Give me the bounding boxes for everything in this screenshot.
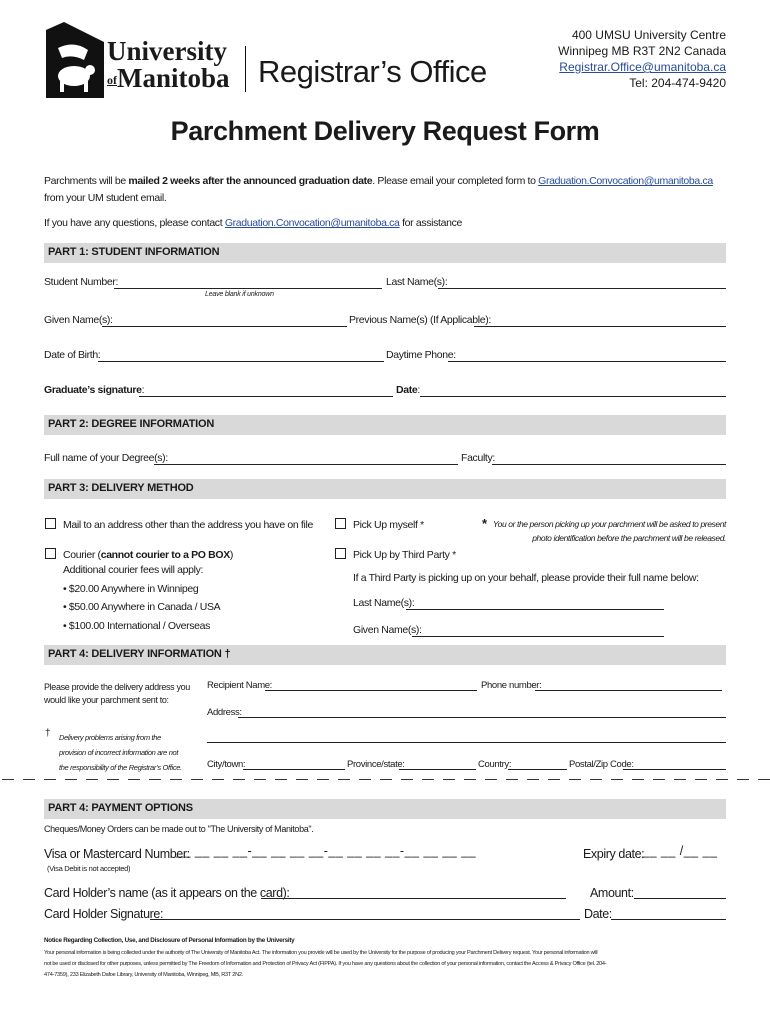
signature-label: Graduate’s signature: — [44, 384, 145, 396]
third-party-instructions: If a Third Party is picking up on your behalf, please provide their full name below: — [353, 572, 699, 584]
office-phone: Tel: 204-474-9420 — [629, 76, 726, 90]
leave-blank-note: Leave blank if unknown — [205, 291, 274, 298]
cut-line-dash — [674, 779, 686, 780]
fee-winnipeg: • $20.00 Anywhere in Winnipeg — [63, 583, 199, 595]
daytime-phone-field[interactable] — [448, 361, 726, 362]
cut-line-dash — [254, 779, 266, 780]
privacy-notice-title: Notice Regarding Collection, Use, and Disclosure of Personal Information by the University — [44, 937, 295, 944]
logo-manitoba: Manitoba — [117, 63, 230, 93]
logo-university: University — [107, 36, 227, 66]
last-names-field[interactable] — [438, 288, 726, 289]
payment-header — [44, 799, 726, 819]
cut-line-dash — [191, 779, 203, 780]
mail-option-label: Mail to an address other than the address you have on file — [63, 519, 313, 531]
p1-date-field[interactable] — [420, 396, 726, 397]
third-last-name-field[interactable] — [406, 609, 664, 610]
cut-line-dash — [338, 779, 350, 780]
problem-line-3: the responsibility of the Registrar’s Office. — [59, 763, 182, 772]
province-field[interactable] — [399, 769, 476, 770]
p1-date-text: Date — [396, 384, 418, 396]
third-party-label: Pick Up by Third Party * — [353, 549, 456, 561]
address-field-2[interactable] — [207, 742, 726, 743]
cut-line-dash — [65, 779, 77, 780]
postal-label: Postal/Zip Code: — [569, 759, 634, 770]
cut-line-dash — [233, 779, 245, 780]
cut-line-dash — [275, 779, 287, 780]
cut-line-dash — [464, 779, 476, 780]
cut-line-dash — [506, 779, 518, 780]
faculty-field[interactable] — [492, 464, 726, 465]
cut-line-dash — [23, 779, 35, 780]
dob-field[interactable] — [98, 361, 384, 362]
amount-field[interactable] — [634, 898, 726, 899]
payment-date-label: Date: — [584, 907, 612, 921]
expiry-label: Expiry date: — [583, 847, 645, 861]
part4-delivery-header — [44, 645, 726, 665]
cut-line-dash — [212, 779, 224, 780]
fee-international-text: $100.00 International / Overseas — [68, 620, 211, 632]
cut-line-dash — [296, 779, 308, 780]
country-label: Country: — [478, 759, 512, 770]
cut-line-dash — [44, 779, 56, 780]
cut-line-dash — [737, 779, 749, 780]
intro-bold: mailed 2 weeks after the announced graduation date — [128, 175, 373, 187]
part1-title: PART 1: STUDENT INFORMATION — [48, 246, 220, 258]
delivery-instructions-2: would like your parchment sent to: — [44, 695, 169, 705]
postal-field[interactable] — [623, 769, 726, 770]
convocation-email-link[interactable]: Graduation.Convocation@umanitoba.ca — [538, 175, 713, 187]
holder-signature-label: Card Holder Signature: — [44, 907, 164, 921]
cut-line-dash — [485, 779, 497, 780]
given-names-label: Given Name(s): — [44, 314, 113, 326]
cut-line-dash — [590, 779, 602, 780]
pickup-note-star: * — [482, 516, 488, 531]
city-label: City/town: — [207, 759, 246, 770]
visa-debit-note: (Visa Debit is not accepted) — [47, 864, 131, 873]
expiry-field[interactable]: __ __ /__ __ — [642, 844, 718, 858]
address-line-2: Winnipeg MB R3T 2N2 Canada — [558, 44, 726, 58]
cut-line-dash — [443, 779, 455, 780]
logo-wordmark — [107, 38, 230, 94]
third-last-name-label: Last Name(s): — [353, 597, 415, 609]
intro-paragraph — [44, 175, 713, 187]
holder-signature-field[interactable] — [150, 919, 580, 920]
privacy-notice-body — [44, 948, 734, 981]
fee-international: • $100.00 International / Overseas — [63, 620, 211, 632]
courier-bold: cannot courier to a PO BOX — [100, 549, 230, 561]
address-line-1: 400 UMSU University Centre — [571, 28, 726, 42]
courier-end: ) — [229, 549, 234, 561]
cut-line-dash — [695, 779, 707, 780]
intro-paragraph-cont: from your UM student email. — [44, 192, 167, 204]
cut-line-dash — [401, 779, 413, 780]
phone-number-label: Phone number: — [481, 680, 542, 691]
cut-line-dash — [611, 779, 623, 780]
student-number-field[interactable] — [114, 288, 382, 289]
form-title: Parchment Delivery Request Form — [170, 116, 600, 146]
university-crest-logo — [44, 20, 106, 104]
card-number-label: Visa or Mastercard Number: — [44, 847, 190, 861]
cut-line-dash — [548, 779, 560, 780]
holder-name-field[interactable] — [261, 898, 566, 899]
cut-line-dash — [422, 779, 434, 780]
signature-text: Graduate’s signature — [44, 384, 142, 396]
cheques-note: Cheques/Money Orders can be made out to "The University of Manitoba". — [44, 824, 314, 834]
cut-line-dash — [758, 779, 770, 780]
pickup-note-line2: photo identification before the parchment will be released. — [532, 533, 726, 543]
pickup-note-line1: You or the person picking up your parchment will be asked to present — [492, 519, 726, 529]
last-names-label: Last Name(s): — [386, 276, 448, 288]
assistance-email-link[interactable]: Graduation.Convocation@umanitoba.ca — [224, 217, 400, 229]
cut-line-dash — [632, 779, 644, 780]
assistance-suffix: for assistance — [399, 217, 462, 229]
student-number-label: Student Number: — [44, 276, 119, 288]
office-email-link[interactable]: Registrar.Office@umanitoba.ca — [559, 60, 726, 74]
privacy-line-1: Your personal information is being collected under the authority of The University of Manitoba Act. The information you provide will be used by the University for the purpose of producing your Parchment Delivery request. Your personal information will — [44, 950, 598, 956]
fee-canada-text: $50.00 Anywhere in Canada / USA — [68, 601, 221, 613]
cut-line-dash — [86, 779, 98, 780]
pickup-myself-label: Pick Up myself * — [353, 519, 424, 531]
recipient-field[interactable] — [265, 690, 477, 691]
office-contact — [558, 27, 726, 91]
daytime-phone-label: Daytime Phone: — [386, 349, 456, 361]
courier-checkbox[interactable] — [45, 548, 56, 559]
previous-names-field[interactable] — [474, 326, 726, 327]
cut-line-dash — [527, 779, 539, 780]
courier-option-label — [63, 549, 233, 561]
third-party-checkbox[interactable] — [335, 548, 346, 559]
signature-field[interactable] — [139, 396, 393, 397]
dagger-mark: † — [45, 728, 51, 739]
part3-header — [44, 479, 726, 499]
degree-label: Full name of your Degree(s): — [44, 452, 168, 464]
fee-canada-usa: • $50.00 Anywhere in Canada / USA — [63, 601, 221, 613]
cut-line-dash — [569, 779, 581, 780]
courier-text: Courier ( — [63, 549, 101, 561]
cut-line-dash — [359, 779, 371, 780]
cut-line-dash — [128, 779, 140, 780]
part1-header — [44, 243, 726, 263]
cut-line-dash — [653, 779, 665, 780]
p1-date-label: Date: — [396, 384, 420, 396]
faculty-label: Faculty: — [461, 452, 495, 464]
mail-checkbox[interactable] — [45, 518, 56, 529]
amount-label: Amount: — [590, 886, 634, 900]
office-name: Registrar’s Office — [258, 54, 487, 89]
third-given-name-field[interactable] — [412, 636, 664, 637]
cut-line-dash — [317, 779, 329, 780]
part2-header — [44, 415, 726, 435]
given-names-field[interactable] — [102, 326, 347, 327]
delivery-problems-note — [59, 730, 182, 775]
cut-line-dash — [716, 779, 728, 780]
cut-line-dash — [380, 779, 392, 780]
part3-title: PART 3: DELIVERY METHOD — [48, 482, 194, 494]
address-field[interactable] — [238, 717, 726, 718]
payment-date-field[interactable] — [611, 919, 726, 920]
delivery-instructions-1: Please provide the delivery address you — [44, 682, 190, 692]
cut-line-dash — [170, 779, 182, 780]
assistance-text — [44, 217, 462, 229]
privacy-line-2: not be used or disclosed for other purposes, unless permitted by The Freedom of Information and Protection of Privacy Act (FIPPA). If you have any questions about the collection of your personal information, contact the Access & Privacy Office (tel. 204- — [44, 961, 607, 967]
delivery-instructions — [44, 681, 190, 707]
third-given-name-label: Given Name(s): — [353, 624, 422, 636]
cut-line-dash — [149, 779, 161, 780]
fee-winnipeg-text: $20.00 Anywhere in Winnipeg — [68, 583, 199, 595]
recipient-label: Recipient Name: — [207, 680, 272, 691]
payment-title: PART 4: PAYMENT OPTIONS — [48, 802, 193, 814]
previous-names-label: Previous Name(s) (If Applicable): — [349, 314, 491, 326]
card-number-field[interactable]: __ __ __ __-__ __ __ __-__ __ __ __-__ __ __ __ — [176, 844, 477, 858]
holder-name-label: Card Holder’s name (as it appears on the card): — [44, 886, 290, 900]
pickup-myself-checkbox[interactable] — [335, 518, 346, 529]
courier-fees-note: Additional courier fees will apply: — [63, 564, 204, 576]
country-field[interactable] — [508, 769, 567, 770]
logo-of: of — [107, 73, 117, 87]
privacy-line-3: 474-7359), 233 Elizabeth Dafoe Library, University of Manitoba, Winnipeg, MB, R3T 2N2. — [44, 972, 244, 978]
header-divider — [245, 46, 246, 92]
part4-delivery-title: PART 4: DELIVERY INFORMATION † — [48, 648, 231, 660]
cut-line-dash — [107, 779, 119, 780]
cut-line-dash — [2, 779, 14, 780]
intro-text-2: . Please email your completed form to — [372, 175, 539, 187]
problem-line-2: provision of incorrect information are not — [59, 748, 179, 757]
intro-text: Parchments will be — [44, 175, 129, 187]
assistance-prefix: If you have any questions, please contact — [44, 217, 225, 229]
problem-line-1: Delivery problems arising from the — [59, 733, 161, 742]
province-label: Province/state: — [347, 759, 405, 770]
phone-number-field[interactable] — [535, 690, 722, 691]
dob-label: Date of Birth: — [44, 349, 101, 361]
address-label: Address: — [207, 707, 242, 718]
degree-field[interactable] — [154, 464, 458, 465]
city-field[interactable] — [243, 769, 345, 770]
part2-title: PART 2: DEGREE INFORMATION — [48, 418, 215, 430]
